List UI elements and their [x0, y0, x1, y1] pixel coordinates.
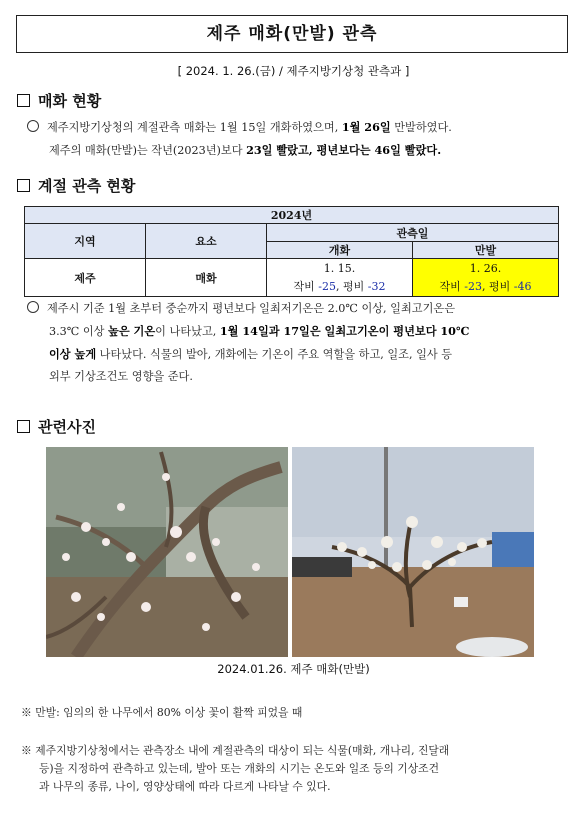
- text-run: 제주의 매화(만발)는 작년(2023년)보다: [49, 144, 247, 157]
- section-heading-observation: [17, 175, 135, 196]
- table-col-obsday: 관측일: [267, 224, 559, 242]
- text-run-bold: 23일 빨랐고, 평년보다는 46일 빨랐다.: [246, 143, 442, 157]
- circle-bullet-icon: [27, 301, 39, 313]
- temp-line-2: [27, 320, 575, 343]
- text-run-bold: 1월 26일: [341, 120, 391, 134]
- bloom-diff-normal: -32: [367, 279, 386, 293]
- status-line-2: [27, 139, 577, 162]
- table-col-region: 지역: [25, 224, 146, 259]
- text-run-bold: 이상 높게: [49, 347, 97, 361]
- section-heading-text: 계절 관측 현황: [38, 177, 136, 195]
- full-date: 1. 26.: [469, 261, 502, 275]
- text-run: 이 나타났고,: [155, 325, 220, 338]
- temp-line-4: [27, 366, 575, 388]
- document-subtitle: [ 2024. 1. 26.(금) / 제주지방기상청 관측과 ]: [177, 64, 410, 78]
- note-text: 제주지방기상청에서는 관측장소 내에 계절관측의 대상이 되는 식물(매화, 개나리, 진달래: [35, 744, 450, 757]
- checkbox-square-icon: [17, 94, 30, 107]
- text-run: 작비: [439, 279, 465, 293]
- plum-blossom-closeup-photo: [46, 447, 288, 657]
- text-run: 3.3℃ 이상: [49, 325, 109, 338]
- table-cell-region: 제주: [25, 259, 146, 297]
- observation-table: [24, 206, 559, 297]
- section-heading-text: 관련사진: [38, 418, 96, 436]
- note-mark: ※: [21, 706, 32, 719]
- table-col-full: 만발: [413, 242, 559, 259]
- plum-tree-photo: [292, 447, 534, 657]
- full-diff-prev-year: -23: [464, 279, 482, 293]
- circle-bullet-icon: [27, 120, 39, 132]
- table-year-header: 2024년: [25, 207, 559, 224]
- full-diff-normal: -46: [513, 279, 532, 293]
- bloom-date: 1. 15.: [323, 261, 356, 275]
- text-run: , 평비: [482, 279, 514, 293]
- text-run: 만발하였다.: [390, 121, 452, 134]
- table-col-element: 요소: [146, 224, 267, 259]
- checkbox-square-icon: [17, 420, 30, 433]
- table-col-bloom: 개화: [267, 242, 413, 259]
- temp-line-1: [27, 298, 575, 320]
- status-paragraph: [27, 116, 577, 162]
- note2-line-1: [21, 742, 581, 760]
- photo-caption: 2024.01.26. 제주 매화(만발): [217, 662, 370, 676]
- text-run: , 평비: [336, 279, 368, 293]
- text-run: 작비: [293, 279, 319, 293]
- section-heading-status: [17, 90, 101, 111]
- text-run-bold: 1월 14일과 17일은 일최고기온이 평년보다 10℃: [219, 324, 470, 338]
- checkbox-square-icon: [17, 179, 30, 192]
- note-full-bloom: [21, 704, 581, 722]
- section-heading-photos: [17, 416, 96, 437]
- table-cell-element: 매화: [146, 259, 267, 297]
- note2-line-3: 과 나무의 종류, 나이, 영양상태에 따라 다르게 나타날 수 있다.: [39, 780, 331, 793]
- text-run: 제주시 기준 1월 초부터 중순까지 평년보다 일최저기온은 2.0℃ 이상, 일최고기온은: [47, 302, 456, 315]
- text-run: 제주지방기상청의 계절관측 매화는 1월 15일 개화하였으며,: [47, 121, 342, 134]
- text-run-bold: 높은 기온: [108, 324, 156, 338]
- note-mark: ※: [21, 744, 32, 757]
- bloom-diff: [267, 278, 412, 296]
- document-title: 제주 매화(만발) 관측: [16, 15, 568, 53]
- table-cell-full: [413, 259, 559, 297]
- note-text: 만발: 임의의 한 나무에서 80% 이상 꽃이 활짝 피었을 때: [35, 706, 303, 719]
- full-diff: [413, 278, 558, 296]
- note2-line-2: 등)을 지정하여 관측하고 있는데, 발아 또는 개화의 시기는 온도와 일조 등의 기상조건: [39, 762, 440, 775]
- table-cell-bloom: [267, 259, 413, 297]
- temperature-paragraph: [27, 298, 575, 388]
- text-run: 외부 기상조건도 영향을 준다.: [49, 370, 193, 383]
- text-run: 나타났다. 식물의 발아, 개화에는 기온이 주요 역할을 하고, 일조, 일사 등: [96, 348, 453, 361]
- temp-line-3: [27, 343, 575, 366]
- status-line-1: [27, 116, 577, 139]
- section-heading-text: 매화 현황: [38, 92, 102, 110]
- note-observation: [21, 742, 581, 796]
- bloom-diff-prev-year: -25: [318, 279, 336, 293]
